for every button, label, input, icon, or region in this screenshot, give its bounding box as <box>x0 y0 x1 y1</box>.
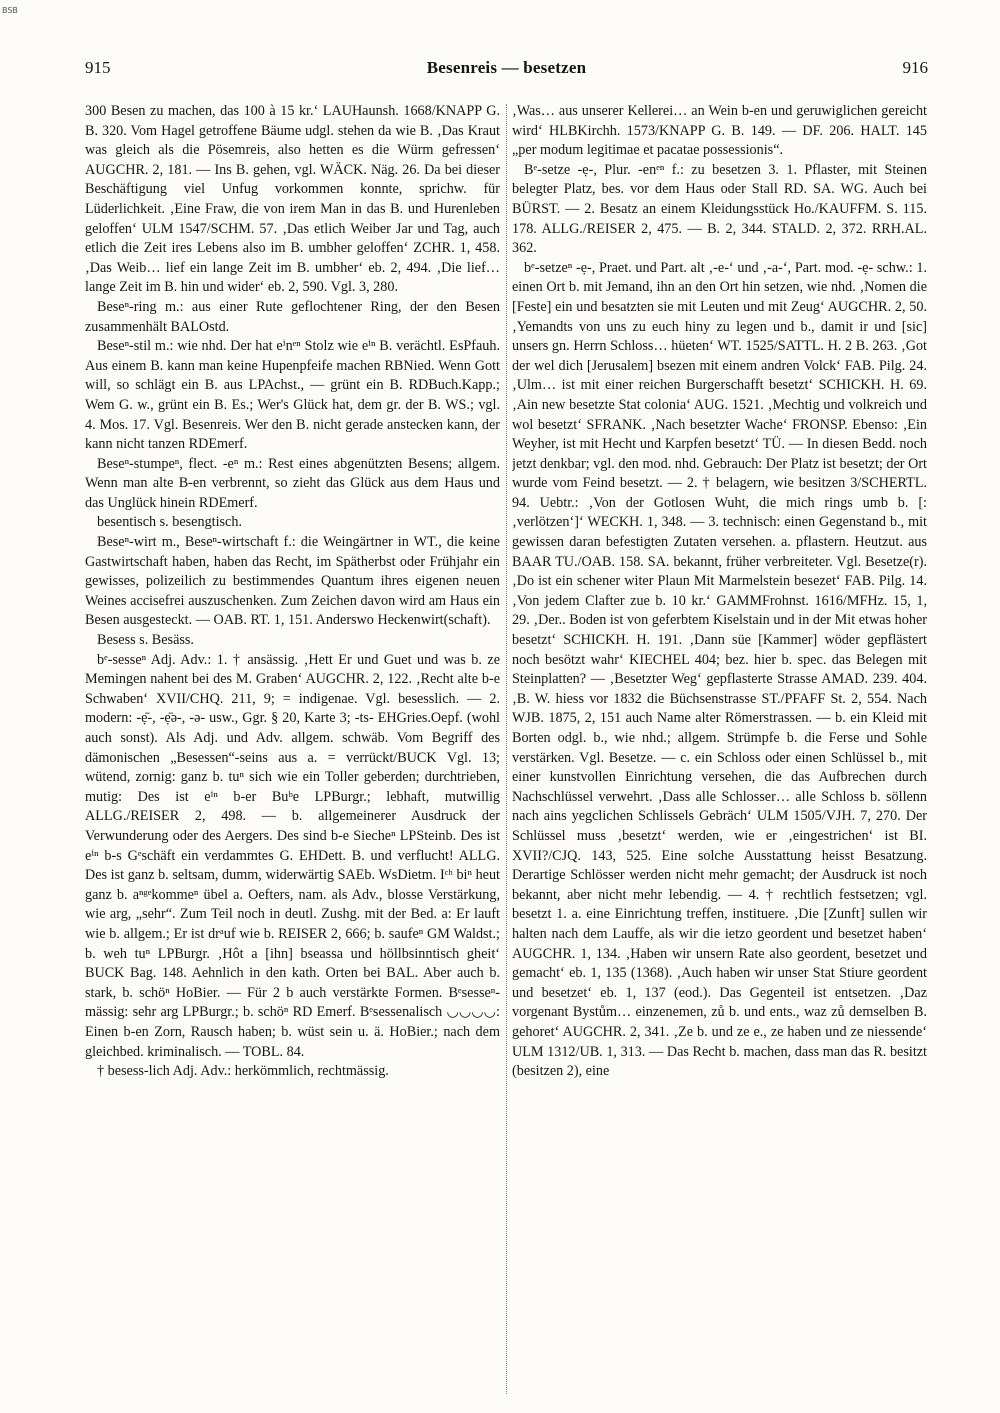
column-divider <box>506 104 507 1394</box>
running-title: Besenreis — besetzen <box>426 58 587 77</box>
entry-besess: Besess s. Besäss. <box>97 632 194 649</box>
entry-besen-stumpen: Beseⁿ-stumpeⁿ, flect. -eⁿ m.: Rest eines abgenützten Besens; allgem. Wenn man alte B-en verbrennt, so zieht das Glück aus dem Haus und das Unglück hinein RDEmerf. <box>85 455 500 511</box>
entry-besessen: bᵉ-sesseⁿ Adj. Adv.: 1. † ansässig. ‚Hett Er und Guet und was b. ze Memingen nahent bei des M. Graben‘ AUGCHR. 2, 122. ‚Recht alte b-e Schwaben‘ XVII/CHQ. 211, 9; = indigenae. Vgl. besesslich. — 2. modern: -ẹ̄-, -ẹ̄ə-, -ə- usw., Ggr. § 20, Karte 3; -ts- EHGries.Oepf. (wohl auch sonst). Als Adj. und Adv. allgem. schwäb. Vom Begriff des dämonischen „Besessen“-seins aus a. = verrückt/BUCK Vgl. 13; wütend, zornig: ganz b. tuⁿ sich wie ein Toller geberden; durchtrieben, mutig: Des ist eⁱⁿ b-er Buᵇe LPBurgr.; lebhaft, mutwillig ALLG./REISER 2, 498. — b. allgemeinerer Ausdruck der Verwunderung oder des Aergers. Des sind b-e Siecheⁿ LPSteinb. Des ist eⁱⁿ b-s Gᵉschäft ein verdammtes G. EHDett. B. und verflucht! ALLG. Des ist ganz b. seltsam, dumm, widerwärtig SAEb. WsDietm. Iᶜʰ biⁿ heut ganz b. aⁿᵍᵉkommeⁿ übel a. Oefters, nam. als Adv., blosse Verstärkung, wie arg, „sehr“. Zum Teil noch in deutl. Zushg. mit der Bed. a: Er lauft wie b. allgem.; Er ist drᵃuf wie b. REISER 2, 666; b. saufeⁿ GM Waldst.; b. weh tuⁿ LPBurgr. ‚Hôt a [ihn] bseassa und höllbsinntisch gheit‘ BUCK Bag. 148. Aehnlich in den kath. Orten bei BAL. Aber auch b. stark, b. schöⁿ HoBier. — Für 2 b auch verstärkte Formen. Bᵉsesseⁿ-mässig: sehr arg LPBurgr.; b. schöⁿ RD Emerf. Bᵉsessenalisch ◡◡◡◡: Einen b-en Zorn, Rausch haben; b. wüst sein u. ä. HoBier.; nach dem gleichbed. kriminalisch. — TOBL. 84. <box>85 651 500 1060</box>
entry-besetzen: bᵉ-setzeⁿ -ẹ-, Praet. und Part. alt ‚-e-‘ und ‚-a-‘, Part. mod. -ẹ- schw.: 1. einen Ort b. mit Jemand, ihn an den Ort hin setzen, wie nhd. ‚Nomen die [Feste] ein und besatzten sie mit Leuten und mit Zeug‘ AUGCHR. 2, 50. ‚Yemandts von uns zu euch hiny zu legen und b., damit ir und [sic] unsers gn. Herrn Schloss… hüeten‘ WT. 1525/SATTL. H. 2 B. 263. ‚Got der wel dich [Jerusalem] bsezen mit einem andren Volck‘ FAB. Pilg. 24. ‚Ulm… ist mit einer reichen Burgerschafft besetzt‘ SCHICKH. H. 69. ‚Ain new besetzte Stat colonia‘ AUG. 1521. ‚Mechtig und volkreich und wol besetzt‘ SFRANK. ‚Nach besetzter Wache‘ FRONSP. Ebenso: ‚Ein Weyher, ist mit Hecht und Karpfen besetzt‘ TÜ. — In diesen Bedd. noch jetzt denkbar; vgl. den mod. nhd. Gebrauch: Der Platz ist besetzt; der Ort wurde vom Feind besetzt. — 2. † belagern, wie besitzen 3/SCHERTL. 94. Uebtr.: ‚Von der Gotlosen Wuht, die mich rings umb b. [: ‚verlötzen‘]‘ WECKH. 1, 348. — 3. technisch: einen Gegenstand b., mit gewissen daran befestigten Zutaten versehen. a. pflastern. Heutzut. aus BAAR TU./OAB. 158. SA. bekannt, früher verbreiteter. Vgl. Besetze(r). ‚Do ist ein schener witer Plaun Mit Marmelstein besezet‘ FAB. Pilg. 14. ‚Von jedem Clafter zue b. 10 kr.‘ GAMMFrohnst. 1616/MFHz. 15, 1, 29. ‚Der.. Boden ist von geferbtem Kiselstain und in der Mit etwas hoher besetzt‘ SCHICKH. H. 191. ‚Dann süe [Kammer] wöder gepflästert noch besötzt wahr‘ KIECHEL 404; bez. hier b. spec. das Belegen mit Steinplatten? — ‚Besetzter Weg‘ gepflasterte Strasse AMAD. 239. 404. ‚B. W. hiess vor 1832 die Büchsenstrasse ST./PFAFF St. 2, 554. Nach WJB. 1875, 2, 151 auch Name alter Römerstrassen. — b. ein Kleid mit Borten odgl. b., wie nhd.; allgem. Strümpfe b. die Ferse und Sohle verstärken. Vgl. Besetze. — c. ein Schloss oder einen Schlüssel b., mit einer kunstvollen Einrichtung versehen, die das Aufbrechen durch Nachschlüssel verwehrt. ‚Dass alle Schlosser… alle Schloss b. söllenn nach ains yegclichen Schlissels Gebräch‘ ULM 1505/VJH. 7, 270. Der Schlüssel muss ‚besetzt‘ werden, wie er ‚eingestrichen‘ ist BI. XVII?/CJQ. 143, 525. Eine solche Ausstattung heisst Besatzung. Derartige Schlösser werden nicht mehr gemacht; der Ausdruck ist noch bekannt, aber nicht mehr lebendig. — 4. † rechtlich festsetzen; vgl. besetzt 1. a. eine Einrichtung treffen, instituere. ‚Die [Zunft] sullen wir halten nach dem Lauffe, als wir die ietzo geordent und besetzet haben‘ AUGCHR. 1, 134. ‚Haben wir unsern Rate also geordent, besetzet und gemacht‘ eb. 1, 135 (1368). ‚Auch haben wir unser Stat Stiure geordent und besetzet‘ eb. 1, 137 (eod.). Das Gegenteil ist entsetzen. ‚Daz vorgenant Bystům… einzenemen, zů b. und ents., waz zů demselben B. gehoret‘ AUGCHR. 2, 341. ‚Ze b. und ze e., ze haben und ze niessende‘ ULM 1312/UB. 1, 313. — Das Recht b. machen, dass man das R. besitzt (besitzen 2), eine <box>512 259 927 1080</box>
entry-besesslich: † besess-lich Adj. Adv.: herkömmlich, rechtmässig. <box>97 1063 389 1080</box>
entry-besesslich-continued: ‚Was… aus unserer Kellerei… an Wein b-en und geruwiglichen gereicht wird‘ HLBKirchh. 1573/KNAPP G. B. 149. — DF. 206. HALT. 145 „per modum legitimae et pacatae possessionis“. <box>512 103 927 159</box>
entry-besenreis-continued: 300 Besen zu machen, das 100 à 15 kr.‘ LAUHaunsh. 1668/KNAPP G. B. 320. Vom Hagel getroffene Bäume udgl. stehen da wie B. ‚Das Kraut was gleich als die Pösemreis, also hetten es die Würm gefressen‘ AUGCHR. 2, 181. — Ins B. gehen, vgl. WÄCK. Näg. 26. Da bei dieser Beschäftigung viel Unfug vorkommen konnte, sprichw. für Lüderlichkeit. ‚Eine Fraw, die von irem Man in das B. und Hurenleben geloffen‘ ULM 1547/SCHM. 57. ‚Das etlich Weiber Jar und Tag, auch etlich die Zeit ires Lebens also im B. umbher geloffen‘ ZCHR. 1, 458. ‚Das Weib… lief ein lange Zeit im B. umbher‘ eb. 2, 494. ‚Die lief… lange Zeit im B. hin und wider‘ eb. 2, 590. Vgl. 3, 280. <box>85 103 500 296</box>
page-number-right: 916 <box>902 58 928 77</box>
page-header <box>85 58 928 82</box>
entry-besen-ring: Beseⁿ-ring m.: aus einer Rute geflochtener Ring, der den Besen zusammenhält BALOstd. <box>85 298 500 335</box>
entry-besen-wirt: Beseⁿ-wirt m., Beseⁿ-wirtschaft f.: die Weingärtner in WT., die keine Gastwirtschaft haben, haben das Recht, im Spätherbst oder Frühjahr ein gewisses, polizeilich zu bestimmendes Quantum ihres eigenen neuen Weines accisefrei auszuschenken. Zum Zeichen davon wird am Haus ein Besen ausgesteckt. — OAB. RT. 1, 151. Anderswo Heckenwirt(schaft). <box>85 534 500 629</box>
left-column <box>85 102 500 1402</box>
right-column <box>512 102 927 1402</box>
page-number-left: 915 <box>85 58 111 77</box>
entry-besen-stil: Beseⁿ-stil m.: wie nhd. Der hat eⁱnᵉⁿ Stolz wie eⁱⁿ B. verächtl. EsPfauh. Aus einem B. kann man keine Hupenpfeife machen RBNied. Wenn Gott will, so schlägt ein B. aus LPAchst., — grünt ein B. RDBuch.Kapp.; Wem G. w., grünt ein B. Es.; Wer's Glück hat, dem gr. der B. WS.; vgl. 4. Mos. 17. Vgl. Besenreis. Wer den B. nicht gerade anstecken kann, der kann nicht tanzen RDEmerf. <box>85 338 500 453</box>
entry-besentisch: besentisch s. besengtisch. <box>97 514 242 531</box>
library-stamp: BSB <box>2 6 18 15</box>
entry-besetze: Bᵉ-setze -ẹ-, Plur. -enᵉⁿ f.: zu besetzen 3. 1. Pflaster, mit Steinen belegter Platz, bes. vor dem Haus oder Stall RD. SA. WG. Auch bei BÜRST. — 2. Besatz an einem Kleidungsstück Ho./KAUFFM. S. 115. 178. ALLG./REISER 2, 475. — B. 2, 344. STALD. 2, 372. RRH.AL. 362. <box>512 161 927 257</box>
